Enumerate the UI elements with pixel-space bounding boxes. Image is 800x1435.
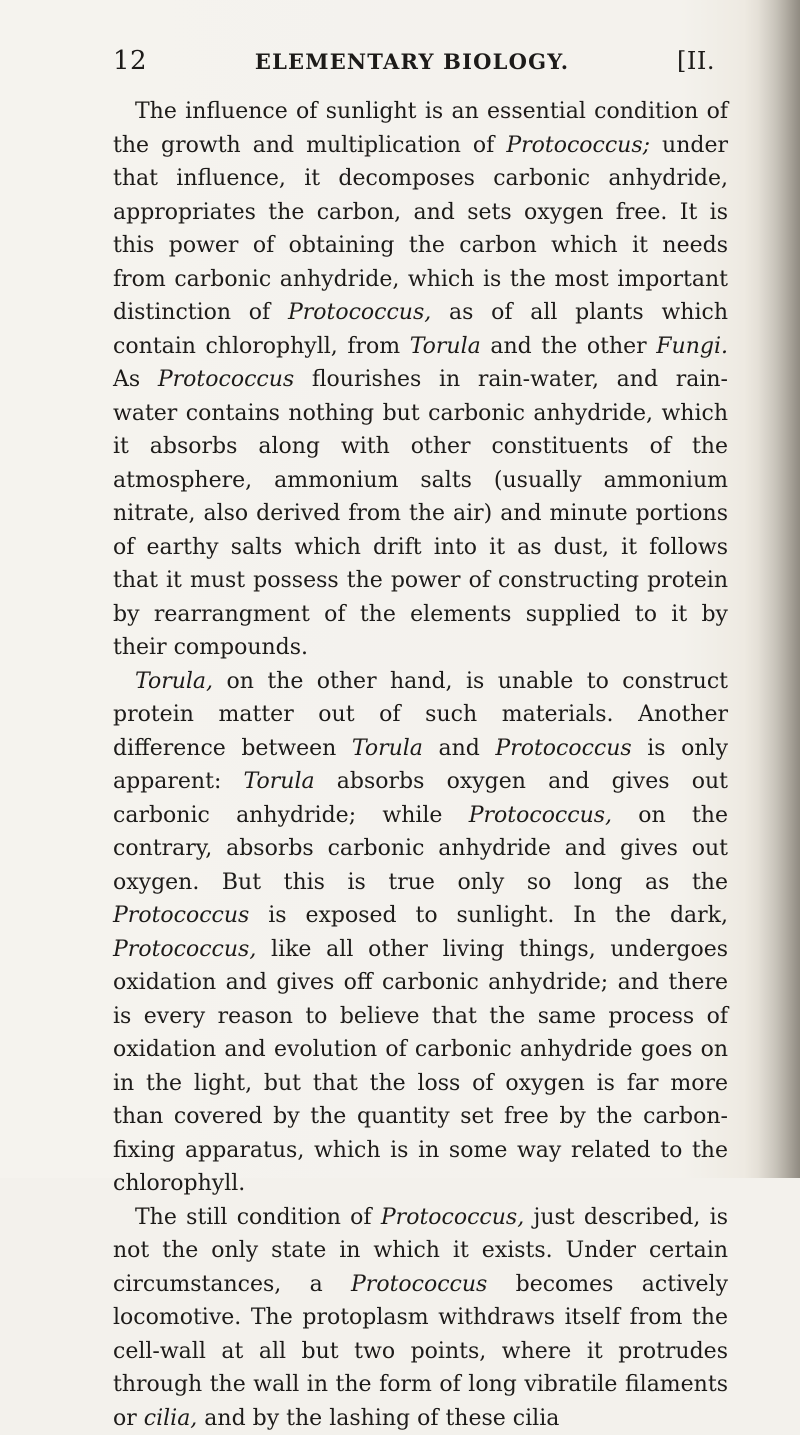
paragraph-3-text-4: and by the lashing of these cilia: [197, 1406, 559, 1431]
paragraph-2-text-3: is only apparent:: [113, 736, 728, 795]
paragraph-3-text-3: becomes actively locomotive. The protoplasm withdraws itself from the cell-wall at all but two points, where it protrudes through the wall in the form of long vibratile filaments or: [113, 1272, 728, 1431]
running-header: [113, 46, 715, 82]
paragraph-2-text-5: on the contrary, absorbs carbonic anhydride and gives out oxygen. But this is true only so long as the: [113, 803, 728, 895]
paragraph-2-text-6: is exposed to sunlight. In the dark,: [249, 903, 728, 928]
paragraph-2-italic-5: Protococcus,: [469, 803, 612, 828]
paragraph-2-italic-3: Protococcus: [495, 736, 631, 761]
paragraph-2-text-7: like all other living things, undergoes oxidation and gives off carbonic anhydride; and there is every reason to believe that the same process of oxidation and evolution of carbonic anhydride goes on in the light, but that the loss of oxygen is far more than covered by the quantity set free by the carbon-fixing apparatus, which is in some way related to the chlorophyll.: [113, 937, 728, 1197]
page-binding-shadow: [758, 0, 800, 1178]
paragraph-1-text-1: The influence of sunlight is an essential condition of the growth and multiplication of: [113, 99, 728, 158]
paragraph-1-text-4: as of all plants which contain chlorophyll, from: [113, 300, 728, 359]
chapter-marker: [II.: [677, 47, 715, 75]
paragraph-2-italic-6: Protococcus: [113, 903, 249, 928]
paragraph-2-italic-1: Torula,: [135, 669, 213, 694]
paragraph-3-italic-3: cilia,: [144, 1406, 198, 1431]
book-title: ELEMENTARY BIOLOGY.: [255, 49, 569, 74]
paragraph-2-text-4: absorbs oxygen and gives out carbonic anhydride; while: [113, 769, 728, 828]
paragraph-1-italic-4: Fungi.: [656, 334, 728, 359]
paragraph-3-italic-1: Protococcus,: [381, 1205, 524, 1230]
paragraph-2-text-1: on the other hand, is unable to construct protein matter out of such materials. Another difference between: [113, 669, 728, 761]
paragraph-1-italic-2: Protococcus,: [288, 300, 431, 325]
paragraph-1-italic-3: Torula: [410, 334, 481, 359]
paragraph-2-italic-7: Protococcus,: [113, 937, 256, 962]
paragraph-1-text-7: flourishes in rain-water, and rain-water contains nothing but carbonic anhydride, which it absorbs along with other constituents of the atmosphere, ammonium salts (usually ammonium nitrate, also derived from the air) and minute portions of earthy salts which drift into it as dust, it follows that it must possess the power of constructing protein by rearrangment of the elements supplied to it by their compounds.: [113, 367, 728, 660]
paragraph-1: [113, 95, 728, 665]
paragraph-2-text-2: and: [423, 736, 495, 761]
paragraph-2-italic-2: Torula: [352, 736, 423, 761]
paragraph-3: [113, 1201, 728, 1435]
paragraph-3-italic-2: Protococcus: [351, 1272, 487, 1297]
paragraph-1-text-2: under that influence, it decomposes carbonic anhydride, appropriates the carbon, and sets oxygen free.: [113, 133, 728, 225]
body-text: [113, 95, 728, 1435]
paragraph-3-text-1: The still condition of: [135, 1205, 381, 1230]
paragraph-2-italic-4: Torula: [244, 769, 315, 794]
paragraph-1-text-3: It is this power of obtaining the carbon which it needs from carbonic anhydride, which is the most important distinction of: [113, 200, 728, 326]
paragraph-1-italic-1: Protococcus;: [506, 133, 650, 158]
paragraph-1-italic-5: Protococcus: [158, 367, 294, 392]
paragraph-2: [113, 665, 728, 1201]
paragraph-1-text-5: and the other: [481, 334, 657, 359]
page-number: 12: [113, 46, 147, 76]
paragraph-3-text-2: just described, is not the only state in which it exists. Under certain circumstances, a: [113, 1205, 728, 1297]
paragraph-1-text-6: As: [113, 367, 158, 392]
